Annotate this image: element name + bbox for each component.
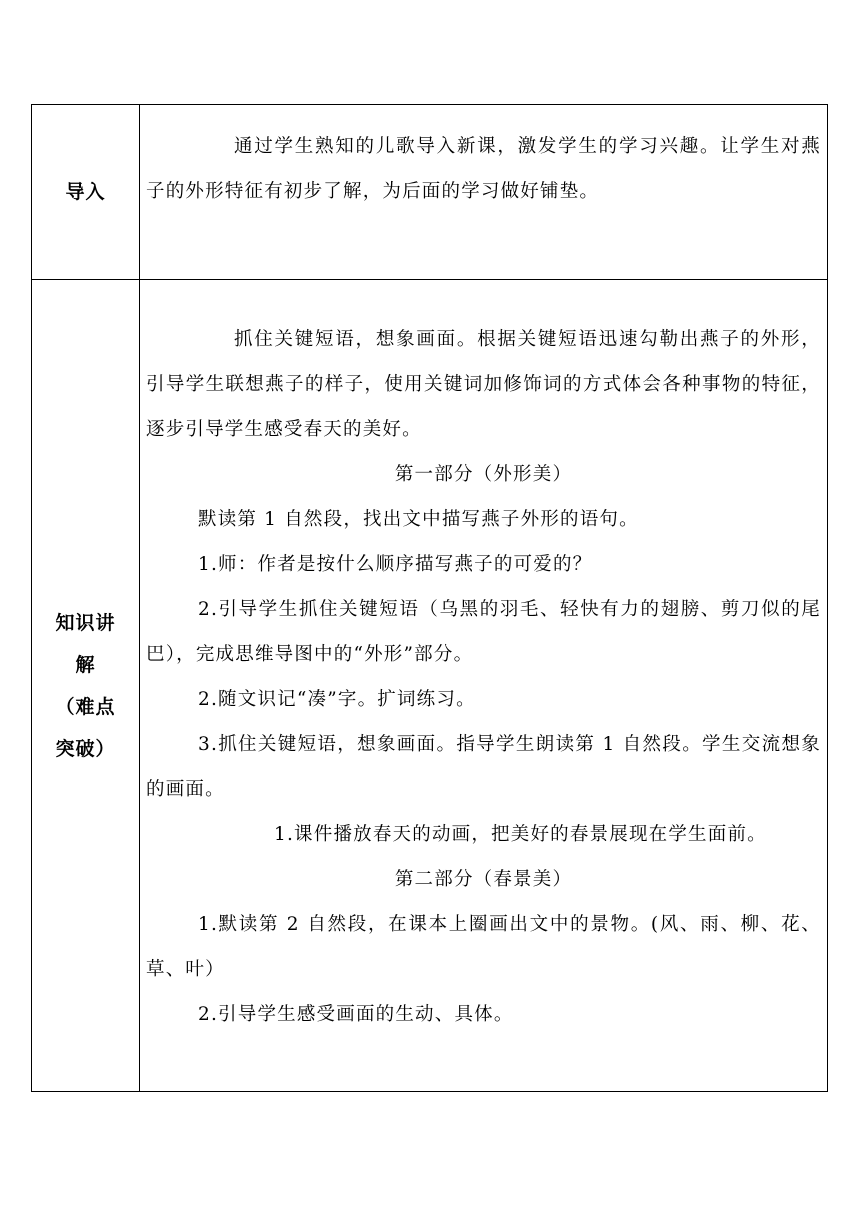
row-label-cell	[32, 105, 140, 280]
table-row-intro	[32, 105, 828, 280]
row-label	[32, 171, 139, 213]
row-content-cell	[140, 280, 828, 1092]
paragraph: 1.师：作者是按什么顺序描写燕子的可爱的？	[198, 554, 593, 575]
paragraph: 2.随文识记“凑”字。扩词练习。	[198, 689, 476, 710]
paragraph: 2.引导学生抓住关键短语（乌黑的羽毛、轻快有力的翅膀、剪刀似的尾巴），完成思维导图中的“外形”部分。	[146, 599, 821, 665]
paragraph: 抓住关键短语，想象画面。根据关键短语迅速勾勒出燕子的外形，引导学生联想燕子的样子，使用关键词加修饰词的方式体会各种事物的特征，逐步引导学生感受春天的美好。	[146, 329, 821, 440]
paragraph: 通过学生熟知的儿歌导入新课，激发学生的学习兴趣。让学生对燕子的外形特征有初步了解，为后面的学习做好铺垫。	[146, 136, 821, 202]
row-content	[140, 280, 827, 1037]
table-row-knowledge	[32, 280, 828, 1092]
row-label-line: 导入	[65, 181, 106, 203]
row-label-line: 突破）	[55, 737, 116, 760]
paragraph: 1.默读第 2 自然段，在课本上圈画出文中的景物。(风、雨、柳、花、草、叶）	[146, 914, 821, 980]
lesson-plan-table	[31, 104, 828, 1092]
paragraph: 2.引导学生感受画面的生动、具体。	[198, 1004, 514, 1025]
row-label-line: 解	[75, 653, 96, 676]
section-heading: 第二部分（春景美）	[394, 869, 573, 890]
row-label-cell	[32, 280, 140, 1092]
row-content-cell	[140, 105, 828, 280]
paragraph: 默读第 1 自然段，找出文中描写燕子外形的语句。	[198, 509, 639, 530]
paragraph: 3.抓住关键短语，想象画面。指导学生朗读第 1 自然段。学生交流想象的画面。	[146, 734, 821, 800]
paragraph: 1.课件播放春天的动画，把美好的春景展现在学生面前。	[274, 824, 767, 845]
row-label	[32, 602, 139, 770]
row-content	[140, 105, 827, 214]
row-label-line: 知识讲	[55, 611, 116, 634]
section-heading: 第一部分（外形美）	[394, 464, 573, 485]
row-label-line: （难点	[55, 695, 116, 718]
